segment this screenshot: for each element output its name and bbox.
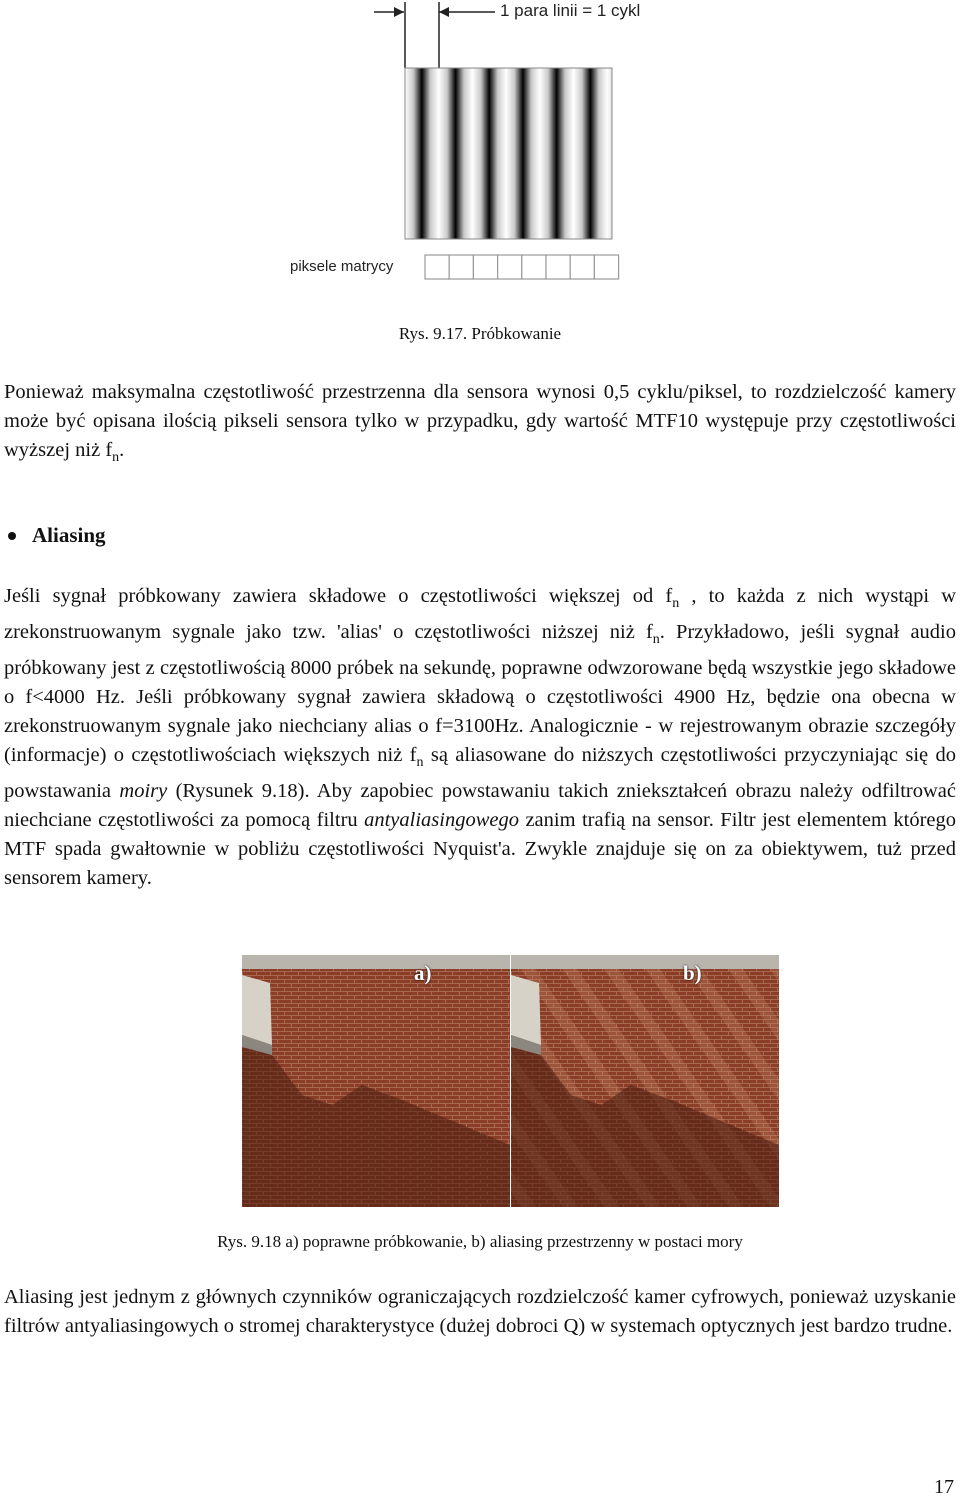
- text-segment: . Przykładowo, jeśli sygnał audio próbkowany jest z częstotliwością 8000 próbek na sekundę, poprawne odwzorowane będą wszystkie jego składowe o f<4000 Hz. Jeśli próbkowany sygnał zawiera składową o częstotliwości 4900 Hz, będzie ona obecna w zrekonstruowanym sygnale jako niechciany alias o f=3100Hz. Analogicznie - w rejestrowanym obrazie szczegóły (informacje) o częstotliwościach większych niż f: [4, 621, 957, 767]
- figure-sampling: [0, 0, 960, 300]
- photo-label-b: b): [683, 961, 702, 985]
- line-grating: [405, 68, 612, 239]
- pixel-row: [425, 255, 619, 279]
- sampling-diagram: [0, 0, 960, 300]
- page-number: 17: [934, 1476, 954, 1498]
- subscript-n: n: [652, 632, 660, 648]
- cycle-label: 1 para linii = 1 cykl: [500, 1, 641, 20]
- sensor-pixel-cell: [425, 255, 449, 279]
- sensor-pixel-cell: [546, 255, 570, 279]
- text-segment: są aliasowane do niższych częstotliwości przyczyniając się do powstawania: [4, 744, 956, 803]
- paragraph-aliasing: [4, 582, 956, 893]
- arrow-right-head: [439, 7, 449, 17]
- text-segment: Jeśli sygnał próbkowany zawiera składowe o częstotliwości większej od f: [4, 585, 673, 607]
- paragraph-intro-text: Ponieważ maksymalna częstotliwość przestrzenna dla sensora wynosi 0,5 cyklu/piksel, to rozdzielczość kamery może być opisana ilością pikseli sensora tylko w przypadku, gdy wartość MTF10 występuje przy częstotliwości wyższej niż f: [4, 381, 956, 461]
- sensor-pixel-cell: [498, 255, 522, 279]
- paragraph-conclusion: Aliasing jest jednym z głównych czynników ograniczających rozdzielczość kamer cyfrowych, ponieważ uzyskanie filtrów antyaliasingowych o stromej charakterystyce (dużej dobroci Q) w systemach optycznych jest bardzo trudne.: [4, 1286, 956, 1337]
- sensor-pixel-cell: [594, 255, 618, 279]
- photo-label-a: a): [414, 961, 432, 985]
- paragraph-intro: [4, 378, 956, 472]
- photo-aliased-sampling: [511, 955, 779, 1207]
- sensor-pixel-cell: [473, 255, 497, 279]
- bullet-aliasing: [8, 523, 106, 548]
- italic-term-antialiasing: antyaliasingowego: [364, 809, 519, 832]
- brick-wall-moire-image: [511, 955, 779, 1207]
- photo-correct-sampling: [242, 955, 510, 1207]
- italic-term-moiry: moiry: [119, 780, 168, 803]
- caption-fig-9-18: Rys. 9.18 a) poprawne próbkowanie, b) aliasing przestrzenny w postaci mory: [217, 1232, 743, 1251]
- subscript-n: n: [112, 450, 120, 466]
- subscript-n: n: [416, 755, 424, 771]
- bullet-icon: [8, 532, 16, 540]
- sensor-pixel-cell: [449, 255, 473, 279]
- pixels-label: piksele matrycy: [290, 258, 394, 275]
- arrow-left-head: [394, 7, 404, 17]
- brick-wall-image: [242, 955, 510, 1207]
- paragraph-intro-end: .: [119, 439, 125, 461]
- subscript-n: n: [672, 596, 680, 612]
- text-segment: zanim trafią na sensor. Filtr jest elementem którego MTF spada gwałtownie w pobliżu częstotliwości Nyquist'a. Zwykle znajduje się on za obiektywem, tuż przed sensorem kamery.: [4, 809, 956, 890]
- section-heading: Aliasing: [32, 523, 106, 547]
- sensor-pixel-cell: [522, 255, 546, 279]
- sensor-pixel-cell: [570, 255, 594, 279]
- text-segment: , to każda z nich wystąpi w zrekonstruowanym sygnale jako tzw. 'alias' o częstotliwości niższej niż f: [4, 585, 957, 644]
- text-segment: (Rysunek 9.18). Aby zapobiec powstawaniu takich zniekształceń obrazu należy odfiltrować niechciane częstotliwości za pomocą filtru: [4, 780, 956, 832]
- caption-fig-9-17: Rys. 9.17. Próbkowanie: [398, 324, 562, 343]
